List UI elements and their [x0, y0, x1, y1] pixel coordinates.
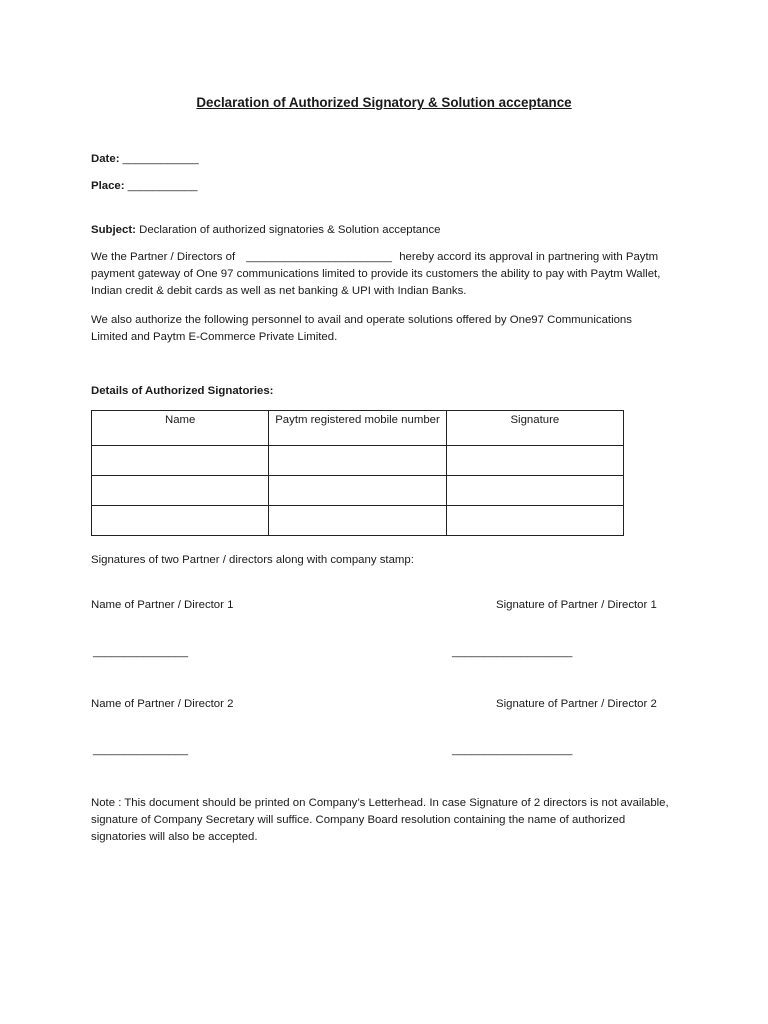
- table-header-row: [92, 411, 624, 446]
- cell-mobile[interactable]: [269, 506, 446, 536]
- place-line: [91, 178, 197, 195]
- approval-line-1: [91, 249, 691, 266]
- subject-line: [91, 222, 441, 239]
- director1-signature-blank: ___________________: [452, 646, 573, 658]
- director2-signature-label: Signature of Partner / Director 2: [496, 698, 657, 710]
- cell-name[interactable]: [92, 446, 269, 476]
- director1-signature-label: Signature of Partner / Director 1: [496, 599, 657, 611]
- cell-signature[interactable]: [446, 506, 623, 536]
- table-row: [92, 446, 624, 476]
- header-mobile: Paytm registered mobile number: [269, 411, 446, 446]
- cell-mobile[interactable]: [269, 476, 446, 506]
- signatories-table: [91, 410, 624, 536]
- signatures-intro: Signatures of two Partner / directors along with company stamp:: [91, 554, 414, 566]
- document-title: Declaration of Authorized Signatory & Solution acceptance: [196, 95, 572, 110]
- header-signature: Signature: [446, 411, 623, 446]
- cell-mobile[interactable]: [269, 446, 446, 476]
- date-blank: ____________: [122, 153, 199, 165]
- director2-signature-blank: ___________________: [452, 744, 573, 756]
- cell-signature[interactable]: [446, 446, 623, 476]
- partner-name-blank: _______________________: [246, 251, 393, 263]
- date-line: [91, 151, 199, 168]
- subject-label: Subject:: [91, 224, 136, 236]
- place-label: Place:: [91, 180, 125, 192]
- table-row: [92, 506, 624, 536]
- details-heading: Details of Authorized Signatories:: [91, 385, 274, 397]
- date-label: Date:: [91, 153, 120, 165]
- authorize-line-1: We also authorize the following personnel to avail and operate solutions offered by One97 Communications: [91, 314, 632, 326]
- header-name: Name: [92, 411, 269, 446]
- note-line-3: signatories will also be accepted.: [91, 831, 258, 843]
- note-line-1: Note : This document should be printed on Company’s Letterhead. In case Signature of 2 directors is not available,: [91, 797, 669, 809]
- table-row: [92, 476, 624, 506]
- director2-name-blank: _______________: [93, 744, 189, 756]
- note-paragraph: [91, 795, 701, 846]
- approval-line-3: Indian credit & debit cards as well as net banking & UPI with Indian Banks.: [91, 285, 467, 297]
- approval-line-2: payment gateway of One 97 communications limited to provide its customers the ability to pay with Paytm Wallet,: [91, 268, 661, 280]
- cell-signature[interactable]: [446, 476, 623, 506]
- note-line-2: signature of Company Secretary will suffice. Company Board resolution containing the name of authorized: [91, 814, 626, 826]
- approval-text-a: We the Partner / Directors of: [91, 251, 236, 263]
- subject-text: Declaration of authorized signatories & Solution acceptance: [135, 224, 441, 236]
- authorize-line-2: Limited and Paytm E-Commerce Private Limited.: [91, 331, 338, 343]
- cell-name[interactable]: [92, 506, 269, 536]
- director2-name-label: Name of Partner / Director 2: [91, 698, 234, 710]
- director1-name-blank: _______________: [93, 646, 189, 658]
- cell-name[interactable]: [92, 476, 269, 506]
- approval-paragraph: [91, 249, 691, 300]
- authorize-paragraph: [91, 312, 691, 346]
- place-blank: ___________: [127, 180, 198, 192]
- director1-name-label: Name of Partner / Director 1: [91, 599, 234, 611]
- approval-text-b: hereby accord its approval in partnering with Paytm: [399, 251, 659, 263]
